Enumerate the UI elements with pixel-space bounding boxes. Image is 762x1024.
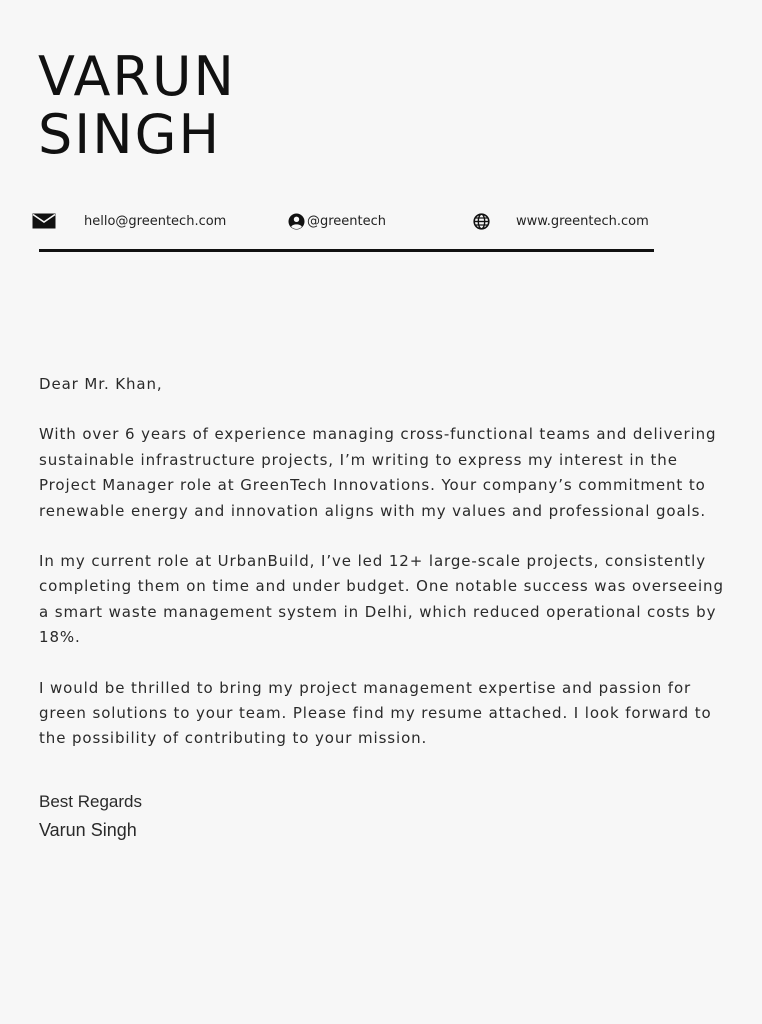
globe-icon (472, 213, 490, 230)
contact-social (287, 208, 386, 234)
last-name: SINGH (38, 103, 222, 166)
contact-email (32, 208, 226, 234)
paragraph-3: I would be thrilled to bring my project management expertise and passion for green solutions to your team. Please find my resume attached. I look forward to the possibility of contributing to your mission. (39, 678, 712, 748)
paragraph-1: With over 6 years of experience managing cross-functional teams and delivering sustainable infrastructure projects, I’m writing to express my interest in the Project Manager role at GreenTech Innovations. Your company’s commitment to renewable energy and innovation aligns with my values and professional goals. (39, 425, 717, 520)
first-name: VARUN (38, 45, 236, 108)
contact-website (472, 208, 649, 234)
user-circle-icon (287, 213, 305, 230)
envelope-icon (32, 213, 56, 229)
salutation: Dear Mr. Khan, (39, 375, 163, 393)
letter-body (39, 372, 739, 777)
social-handle-text[interactable]: @greentech (307, 213, 387, 229)
paragraph-2: In my current role at UrbanBuild, I’ve led 12+ large-scale projects, consistently completing them on time and under budget. One notable success was overseeing a smart waste management system in Delhi, which reduced operational costs by 18%. (39, 552, 724, 647)
email-text[interactable]: hello@greentech.com (84, 213, 227, 229)
website-text[interactable]: www.greentech.com (516, 213, 649, 229)
letter-closing (39, 788, 142, 844)
header-divider (39, 249, 654, 252)
closing-phrase: Best Regards (39, 792, 142, 811)
signature-name: Varun Singh (39, 820, 137, 840)
applicant-name (38, 45, 236, 166)
